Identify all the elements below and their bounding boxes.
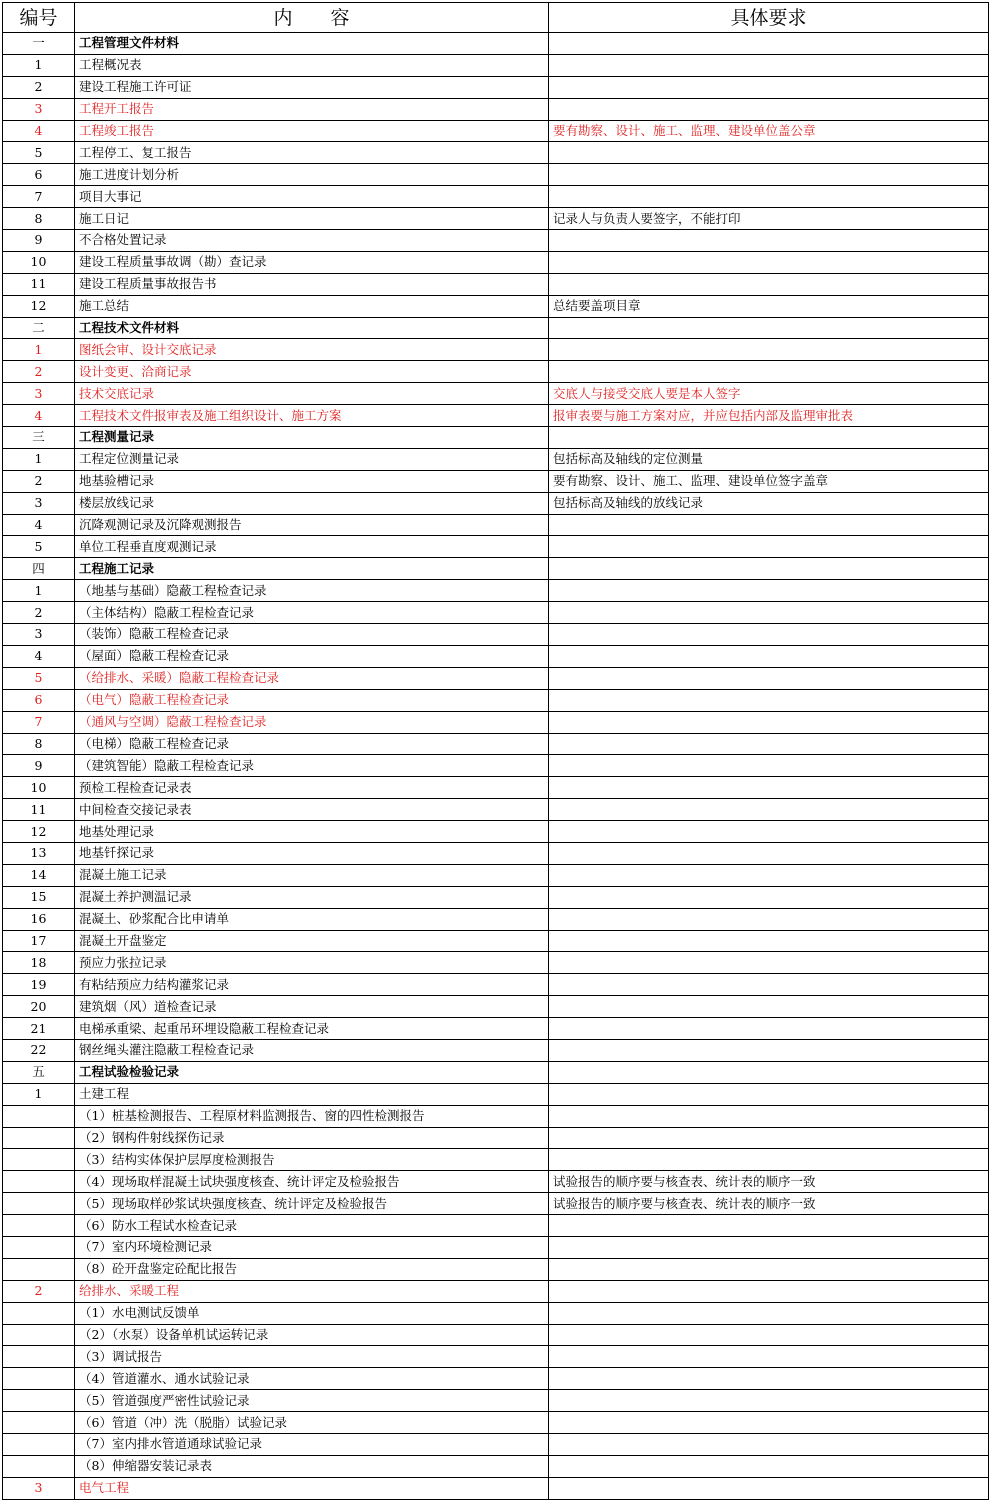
table-row <box>3 361 989 383</box>
cell-content: （5）管道强度严密性试验记录 <box>75 1390 549 1412</box>
cell-requirement <box>549 1477 989 1499</box>
cell-num: 2 <box>3 470 75 492</box>
cell-requirement <box>549 1390 989 1412</box>
cell-content: 工程技术文件报审表及施工组织设计、施工方案 <box>75 405 549 427</box>
cell-num: 五 <box>3 1061 75 1083</box>
cell-num: 4 <box>3 120 75 142</box>
cell-requirement <box>549 1149 989 1171</box>
cell-num: 4 <box>3 645 75 667</box>
cell-content: （电气）隐蔽工程检查记录 <box>75 689 549 711</box>
cell-requirement <box>549 930 989 952</box>
table-row <box>3 711 989 733</box>
cell-content: （装饰）隐蔽工程检查记录 <box>75 624 549 646</box>
cell-requirement <box>549 164 989 186</box>
cell-num: 9 <box>3 755 75 777</box>
cell-num: 2 <box>3 1280 75 1302</box>
cell-requirement <box>549 645 989 667</box>
cell-requirement <box>549 821 989 843</box>
cell-num: 1 <box>3 1083 75 1105</box>
cell-num: 一 <box>3 33 75 55</box>
cell-content: （7）室内环境检测记录 <box>75 1236 549 1258</box>
cell-content: 工程测量记录 <box>75 427 549 449</box>
table-row <box>3 952 989 974</box>
cell-content: 工程定位测量记录 <box>75 448 549 470</box>
cell-num: 三 <box>3 427 75 449</box>
table-row <box>3 470 989 492</box>
cell-content: （8）砼开盘鉴定砼配比报告 <box>75 1258 549 1280</box>
cell-content: 中间检查交接记录表 <box>75 799 549 821</box>
cell-requirement <box>549 186 989 208</box>
cell-content: 预应力张拉记录 <box>75 952 549 974</box>
cell-content: （8）伸缩器安装记录表 <box>75 1455 549 1477</box>
table-row <box>3 667 989 689</box>
cell-requirement: 总结要盖项目章 <box>549 295 989 317</box>
table-row <box>3 251 989 273</box>
table-row <box>3 602 989 624</box>
cell-requirement <box>549 98 989 120</box>
cell-requirement <box>549 1324 989 1346</box>
table-row <box>3 1302 989 1324</box>
cell-content: 工程开工报告 <box>75 98 549 120</box>
table-row <box>3 186 989 208</box>
cell-num <box>3 1171 75 1193</box>
cell-num: 9 <box>3 230 75 252</box>
cell-requirement <box>549 1434 989 1456</box>
cell-num: 22 <box>3 1039 75 1061</box>
cell-num <box>3 1346 75 1368</box>
table-row <box>3 886 989 908</box>
table-row <box>3 1324 989 1346</box>
cell-requirement: 试验报告的顺序要与核查表、统计表的顺序一致 <box>549 1193 989 1215</box>
cell-requirement: 要有勘察、设计、施工、监理、建设单位盖公章 <box>549 120 989 142</box>
cell-num: 1 <box>3 54 75 76</box>
cell-num: 3 <box>3 98 75 120</box>
cell-content: （电梯）隐蔽工程检查记录 <box>75 733 549 755</box>
cell-requirement: 包括标高及轴线的定位测量 <box>549 448 989 470</box>
table-row <box>3 580 989 602</box>
cell-content: 混凝土开盘鉴定 <box>75 930 549 952</box>
cell-num <box>3 1324 75 1346</box>
cell-num: 12 <box>3 821 75 843</box>
cell-requirement <box>549 1302 989 1324</box>
cell-content: 楼层放线记录 <box>75 492 549 514</box>
cell-num: 7 <box>3 711 75 733</box>
table-row <box>3 689 989 711</box>
cell-num: 四 <box>3 558 75 580</box>
table-row <box>3 1171 989 1193</box>
cell-content: （6）管道（冲）洗（脱脂）试验记录 <box>75 1412 549 1434</box>
section-row <box>3 317 989 339</box>
table-row <box>3 76 989 98</box>
table-row <box>3 142 989 164</box>
cell-num: 14 <box>3 864 75 886</box>
table-row <box>3 536 989 558</box>
cell-num: 2 <box>3 602 75 624</box>
table-row <box>3 1368 989 1390</box>
cell-content: （2）（水泵）设备单机试运转记录 <box>75 1324 549 1346</box>
cell-content: （4）现场取样混凝土试块强度核查、统计评定及检验报告 <box>75 1171 549 1193</box>
cell-content: （7）室内排水管道通球试验记录 <box>75 1434 549 1456</box>
cell-content: （5）现场取样砂浆试块强度核查、统计评定及检验报告 <box>75 1193 549 1215</box>
cell-content: （3）调试报告 <box>75 1346 549 1368</box>
cell-requirement <box>549 317 989 339</box>
cell-content: 不合格处置记录 <box>75 230 549 252</box>
cell-requirement <box>549 427 989 449</box>
cell-num: 6 <box>3 689 75 711</box>
table-row <box>3 514 989 536</box>
cell-num: 16 <box>3 908 75 930</box>
cell-requirement <box>549 755 989 777</box>
cell-requirement <box>549 1368 989 1390</box>
cell-requirement <box>549 536 989 558</box>
cell-content: （4）管道灌水、通水试验记录 <box>75 1368 549 1390</box>
cell-content: 钢丝绳头灌注隐蔽工程检查记录 <box>75 1039 549 1061</box>
table-row <box>3 777 989 799</box>
cell-content: 施工总结 <box>75 295 549 317</box>
cell-content: 地基验槽记录 <box>75 470 549 492</box>
cell-requirement <box>549 54 989 76</box>
cell-num: 15 <box>3 886 75 908</box>
cell-requirement <box>549 667 989 689</box>
cell-content: 电梯承重梁、起重吊环埋设隐蔽工程检查记录 <box>75 1018 549 1040</box>
cell-num: 13 <box>3 842 75 864</box>
cell-num: 12 <box>3 295 75 317</box>
table-row <box>3 1127 989 1149</box>
cell-requirement <box>549 1039 989 1061</box>
cell-requirement <box>549 777 989 799</box>
cell-content: 土建工程 <box>75 1083 549 1105</box>
header-content: 内 容 <box>75 3 549 33</box>
cell-content: 单位工程垂直度观测记录 <box>75 536 549 558</box>
cell-content: 工程竣工报告 <box>75 120 549 142</box>
cell-content: 沉降观测记录及沉降观测报告 <box>75 514 549 536</box>
cell-num <box>3 1105 75 1127</box>
cell-num: 2 <box>3 361 75 383</box>
table-row <box>3 1346 989 1368</box>
cell-num: 8 <box>3 733 75 755</box>
cell-num: 5 <box>3 667 75 689</box>
table-row <box>3 1083 989 1105</box>
cell-num: 7 <box>3 186 75 208</box>
cell-requirement <box>549 580 989 602</box>
cell-num <box>3 1390 75 1412</box>
cell-num: 17 <box>3 930 75 952</box>
cell-num <box>3 1236 75 1258</box>
cell-content: 建设工程质量事故调（勘）查记录 <box>75 251 549 273</box>
cell-num: 4 <box>3 405 75 427</box>
cell-num: 1 <box>3 580 75 602</box>
cell-num <box>3 1215 75 1237</box>
table-row <box>3 1149 989 1171</box>
table-row <box>3 120 989 142</box>
cell-num <box>3 1302 75 1324</box>
cell-requirement <box>549 142 989 164</box>
table-row <box>3 208 989 230</box>
cell-content: （主体结构）隐蔽工程检查记录 <box>75 602 549 624</box>
cell-num <box>3 1149 75 1171</box>
cell-num: 11 <box>3 799 75 821</box>
table-row <box>3 1258 989 1280</box>
table-row <box>3 1193 989 1215</box>
table-row <box>3 733 989 755</box>
cell-content: 有粘结预应力结构灌浆记录 <box>75 974 549 996</box>
cell-content: 混凝土、砂浆配合比申请单 <box>75 908 549 930</box>
cell-num: 6 <box>3 164 75 186</box>
table-row <box>3 1455 989 1477</box>
table-row <box>3 821 989 843</box>
section-row <box>3 427 989 449</box>
cell-num <box>3 1193 75 1215</box>
cell-requirement <box>549 733 989 755</box>
cell-requirement: 报审表要与施工方案对应，并应包括内部及监理审批表 <box>549 405 989 427</box>
cell-num: 3 <box>3 492 75 514</box>
cell-requirement <box>549 1083 989 1105</box>
cell-content: 建设工程质量事故报告书 <box>75 273 549 295</box>
cell-num <box>3 1368 75 1390</box>
table-row <box>3 1434 989 1456</box>
cell-requirement <box>549 1346 989 1368</box>
table-row <box>3 1412 989 1434</box>
cell-content: （1）桩基检测报告、工程原材料监测报告、窗的四性检测报告 <box>75 1105 549 1127</box>
cell-num <box>3 1127 75 1149</box>
cell-content: 工程管理文件材料 <box>75 33 549 55</box>
cell-requirement <box>549 1236 989 1258</box>
cell-num <box>3 1434 75 1456</box>
table-row <box>3 1018 989 1040</box>
table-row <box>3 908 989 930</box>
cell-num <box>3 1455 75 1477</box>
header-num: 编号 <box>3 3 75 33</box>
cell-requirement: 试验报告的顺序要与核查表、统计表的顺序一致 <box>549 1171 989 1193</box>
table-row <box>3 799 989 821</box>
table-row <box>3 645 989 667</box>
table-row <box>3 230 989 252</box>
table-row <box>3 1280 989 1302</box>
cell-requirement <box>549 230 989 252</box>
cell-requirement <box>549 76 989 98</box>
cell-requirement <box>549 1127 989 1149</box>
cell-content: （通风与空调）隐蔽工程检查记录 <box>75 711 549 733</box>
cell-num: 3 <box>3 624 75 646</box>
cell-requirement <box>549 996 989 1018</box>
cell-requirement <box>549 799 989 821</box>
cell-requirement <box>549 624 989 646</box>
table-row <box>3 1236 989 1258</box>
cell-content: 图纸会审、设计交底记录 <box>75 339 549 361</box>
cell-requirement <box>549 339 989 361</box>
cell-num: 21 <box>3 1018 75 1040</box>
cell-content: 地基处理记录 <box>75 821 549 843</box>
cell-requirement <box>549 273 989 295</box>
cell-requirement <box>549 1215 989 1237</box>
cell-requirement <box>549 842 989 864</box>
cell-num: 二 <box>3 317 75 339</box>
table-row <box>3 996 989 1018</box>
cell-content: 施工日记 <box>75 208 549 230</box>
cell-content: （屋面）隐蔽工程检查记录 <box>75 645 549 667</box>
cell-content: （2）钢构件射线探伤记录 <box>75 1127 549 1149</box>
cell-content: （6）防水工程试水检查记录 <box>75 1215 549 1237</box>
cell-content: 设计变更、洽商记录 <box>75 361 549 383</box>
cell-content: 施工进度计划分析 <box>75 164 549 186</box>
cell-content: 建筑烟（风）道检查记录 <box>75 996 549 1018</box>
cell-content: 工程停工、复工报告 <box>75 142 549 164</box>
cell-num: 1 <box>3 339 75 361</box>
cell-requirement <box>549 251 989 273</box>
cell-requirement <box>549 1455 989 1477</box>
cell-requirement <box>549 1412 989 1434</box>
table-row <box>3 54 989 76</box>
cell-requirement <box>549 361 989 383</box>
cell-num: 11 <box>3 273 75 295</box>
cell-num: 5 <box>3 142 75 164</box>
cell-num: 2 <box>3 76 75 98</box>
cell-requirement <box>549 558 989 580</box>
table-row <box>3 864 989 886</box>
cell-content: 项目大事记 <box>75 186 549 208</box>
cell-content: 建设工程施工许可证 <box>75 76 549 98</box>
table-row <box>3 930 989 952</box>
cell-num <box>3 1412 75 1434</box>
table-row <box>3 1039 989 1061</box>
cell-num: 10 <box>3 251 75 273</box>
table-row <box>3 1477 989 1499</box>
header-row <box>3 3 989 33</box>
table-row <box>3 842 989 864</box>
table-row <box>3 624 989 646</box>
cell-requirement <box>549 1258 989 1280</box>
cell-content: 技术交底记录 <box>75 383 549 405</box>
cell-content: （1）水电测试反馈单 <box>75 1302 549 1324</box>
table-row <box>3 339 989 361</box>
cell-requirement <box>549 864 989 886</box>
cell-num: 5 <box>3 536 75 558</box>
cell-num: 18 <box>3 952 75 974</box>
table-row <box>3 164 989 186</box>
cell-content: 预检工程检查记录表 <box>75 777 549 799</box>
table-row <box>3 1105 989 1127</box>
cell-num: 8 <box>3 208 75 230</box>
cell-content: 地基钎探记录 <box>75 842 549 864</box>
cell-content: （地基与基础）隐蔽工程检查记录 <box>75 580 549 602</box>
requirements-table <box>2 2 989 1500</box>
table-body <box>3 33 989 1500</box>
cell-num: 3 <box>3 1477 75 1499</box>
table-row <box>3 755 989 777</box>
cell-content: 混凝土施工记录 <box>75 864 549 886</box>
cell-num: 3 <box>3 383 75 405</box>
table-row <box>3 383 989 405</box>
table-row <box>3 974 989 996</box>
cell-requirement <box>549 908 989 930</box>
cell-num: 10 <box>3 777 75 799</box>
cell-content: 混凝土养护测温记录 <box>75 886 549 908</box>
cell-requirement <box>549 689 989 711</box>
cell-requirement <box>549 602 989 624</box>
cell-requirement: 交底人与接受交底人要是本人签字 <box>549 383 989 405</box>
cell-content: 工程概况表 <box>75 54 549 76</box>
cell-content: 给排水、采暖工程 <box>75 1280 549 1302</box>
cell-content: 电气工程 <box>75 1477 549 1499</box>
cell-requirement <box>549 33 989 55</box>
cell-requirement: 要有勘察、设计、施工、监理、建设单位签字盖章 <box>549 470 989 492</box>
table-row <box>3 448 989 470</box>
table-row <box>3 273 989 295</box>
cell-requirement <box>549 974 989 996</box>
cell-requirement <box>549 711 989 733</box>
cell-requirement <box>549 1105 989 1127</box>
cell-num: 1 <box>3 448 75 470</box>
cell-content: 工程试验检验记录 <box>75 1061 549 1083</box>
cell-content: （3）结构实体保护层厚度检测报告 <box>75 1149 549 1171</box>
cell-requirement: 包括标高及轴线的放线记录 <box>549 492 989 514</box>
table-row <box>3 1215 989 1237</box>
section-row <box>3 33 989 55</box>
section-row <box>3 1061 989 1083</box>
cell-num: 19 <box>3 974 75 996</box>
cell-requirement <box>549 952 989 974</box>
cell-requirement <box>549 1018 989 1040</box>
cell-num: 4 <box>3 514 75 536</box>
table-row <box>3 492 989 514</box>
table-row <box>3 405 989 427</box>
cell-content: （建筑智能）隐蔽工程检查记录 <box>75 755 549 777</box>
section-row <box>3 558 989 580</box>
cell-content: 工程技术文件材料 <box>75 317 549 339</box>
cell-num <box>3 1258 75 1280</box>
header-requirement: 具体要求 <box>549 3 989 33</box>
cell-requirement: 记录人与负责人要签字，不能打印 <box>549 208 989 230</box>
cell-requirement <box>549 514 989 536</box>
cell-requirement <box>549 1280 989 1302</box>
cell-requirement <box>549 1061 989 1083</box>
cell-content: （给排水、采暖）隐蔽工程检查记录 <box>75 667 549 689</box>
cell-content: 工程施工记录 <box>75 558 549 580</box>
cell-num: 20 <box>3 996 75 1018</box>
cell-requirement <box>549 886 989 908</box>
table-row <box>3 295 989 317</box>
table-row <box>3 1390 989 1412</box>
table-row <box>3 98 989 120</box>
